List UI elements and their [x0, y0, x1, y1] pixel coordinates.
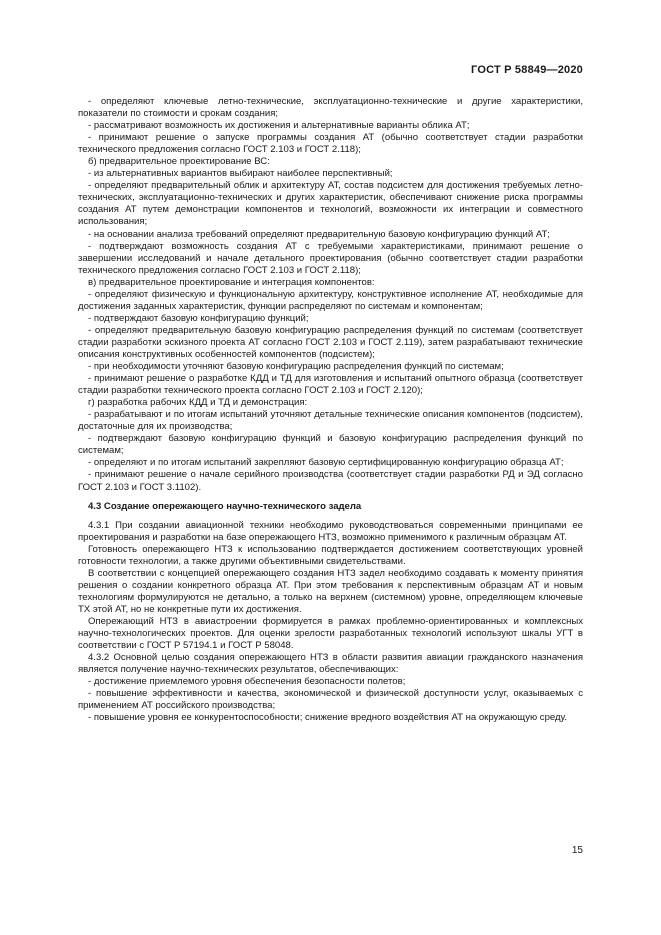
- document-body: [78, 96, 583, 724]
- paragraph: - из альтернативных вариантов выбирают наиболее перспективный;: [88, 168, 393, 180]
- paragraph: б) предварительное проектирование ВС:: [88, 156, 270, 168]
- page-number: 15: [571, 845, 583, 856]
- section-paragraph: В соответствии с концепцией опережающего создания НТЗ задел необходимо создавать к моменту принятия решения о создании конкретного образца АТ. При этом требования к перспективным образцам АТ и новым технологиям формулируются не детально, а только на верхнем (системном) уровне, определяющем ключевые ТХ этой АТ, но не конкретные пути их достижения.: [78, 567, 583, 615]
- paragraph: - определяют ключевые летно-технические, эксплуатационно-технические и другие характеристики, показатели по стоимости и срокам создания;: [78, 96, 583, 120]
- paragraph: - подтверждают базовую конфигурацию функций и базовую конфигурацию распределения функций по системам;: [78, 433, 583, 457]
- paragraph: - определяют предварительную базовую конфигурацию распределения функций по системам (соответствует стадии разработки эскизного проекта АТ согласно ГОСТ 2.103 и ГОСТ 2.119), затем разрабатывают технические описания конструктивных особенностей компонентов (подсистем);: [78, 324, 583, 360]
- paragraph: - определяют физическую и функциональную архитектуру, конструктивное исполнение АТ, необходимые для достижения заданных характеристик, функции распределяют по системам и компонентам;: [78, 288, 583, 312]
- paragraph: - определяют и по итогам испытаний закрепляют базовую сертифицированную конфигурацию образца АТ;: [88, 457, 564, 469]
- paragraph: - подтверждают возможность создания АТ с требуемыми характеристиками, принимают решение о завершении исследований и начале детального проектирования (обычно соответствует стадии разработки технического предложения согласно ГОСТ 2.103 и ГОСТ 2.118);: [78, 240, 583, 276]
- section-paragraph: - достижение приемлемого уровня обеспечения безопасности полетов;: [88, 676, 406, 688]
- section-paragraph: Опережающий НТЗ в авиастроении формируется в рамках проблемно-ориентированных и комплексных научно-технологических проектов. Для оценки зрелости разработанных технологий используют шкалы УГТ в соответствии с ГОСТ Р 57194.1 и ГОСТ Р 58048.: [78, 615, 583, 652]
- standard-number: ГОСТ Р 58849—2020: [471, 64, 583, 76]
- paragraph: в) предварительное проектирование и интеграция компонентов:: [88, 276, 375, 288]
- paragraph: г) разработка рабочих КДД и ТД и демонстрация:: [88, 397, 308, 409]
- section-paragraph: 4.3.1 При создании авиационной техники необходимо руководствоваться современными принципами ее проектирования и разработки на базе опережающего НТЗ, возможно применимого к различным образцам АТ.: [78, 519, 583, 543]
- section-paragraph: - повышение эффективности и качества, экономической и физической доступности услуг, оказываемых с применением АТ российского производства;: [78, 688, 583, 712]
- paragraph: - принимают решение о разработке КДД и ТД для изготовления и испытаний опытного образца (соответствует стадии разработки технического проекта согласно ГОСТ 2.103 и ГОСТ 2.120);: [78, 373, 583, 397]
- paragraph: - на основании анализа требований определяют предварительную базовую конфигурацию функций АТ;: [88, 228, 550, 240]
- paragraph: - принимают решение о запуске программы создания АТ (обычно соответствует стадии разработки технического предложения согласно ГОСТ 2.103 и ГОСТ 2.118);: [78, 132, 583, 156]
- section-paragraph: - повышение уровня ее конкурентоспособности; снижение вредного воздействия АТ на окружающую среду.: [88, 712, 568, 724]
- paragraph: - разрабатывают и по итогам испытаний уточняют детальные технические описания компонентов (подсистем), достаточные для их производства;: [78, 409, 583, 433]
- paragraph: - принимают решение о начале серийного производства (соответствует стадии разработки РД и ЭД согласно ГОСТ 2.103 и ГОСТ 3.1102).: [78, 469, 583, 493]
- section-paragraph: Готовность опережающего НТЗ к использованию подтверждается достижением соответствующих уровней готовности технологии, а также другими объективными свидетельствами.: [78, 543, 583, 567]
- section-heading: 4.3 Создание опережающего научно-технического задела: [88, 500, 362, 512]
- section-paragraph: 4.3.2 Основной целью создания опережающего НТЗ в области развития авиации гражданского назначения является получение научно-технических результатов, обеспечивающих:: [78, 652, 583, 676]
- paragraph: - подтверждают базовую конфигурацию функций;: [88, 312, 309, 324]
- paragraph: - при необходимости уточняют базовую конфигурацию распределения функций по системам;: [88, 361, 504, 373]
- paragraph: - определяют предварительный облик и архитектуру АТ, состав подсистем для достижения требуемых летно-технических, эксплуатационно-технических и других характеристик, обеспечивают снижение риска программы создания АТ путем демонстрации компонентов и технологий, возможности их интеграции и совместного использования;: [78, 180, 583, 228]
- paragraph: - рассматривают возможность их достижения и альтернативные варианты облика АТ;: [88, 120, 470, 132]
